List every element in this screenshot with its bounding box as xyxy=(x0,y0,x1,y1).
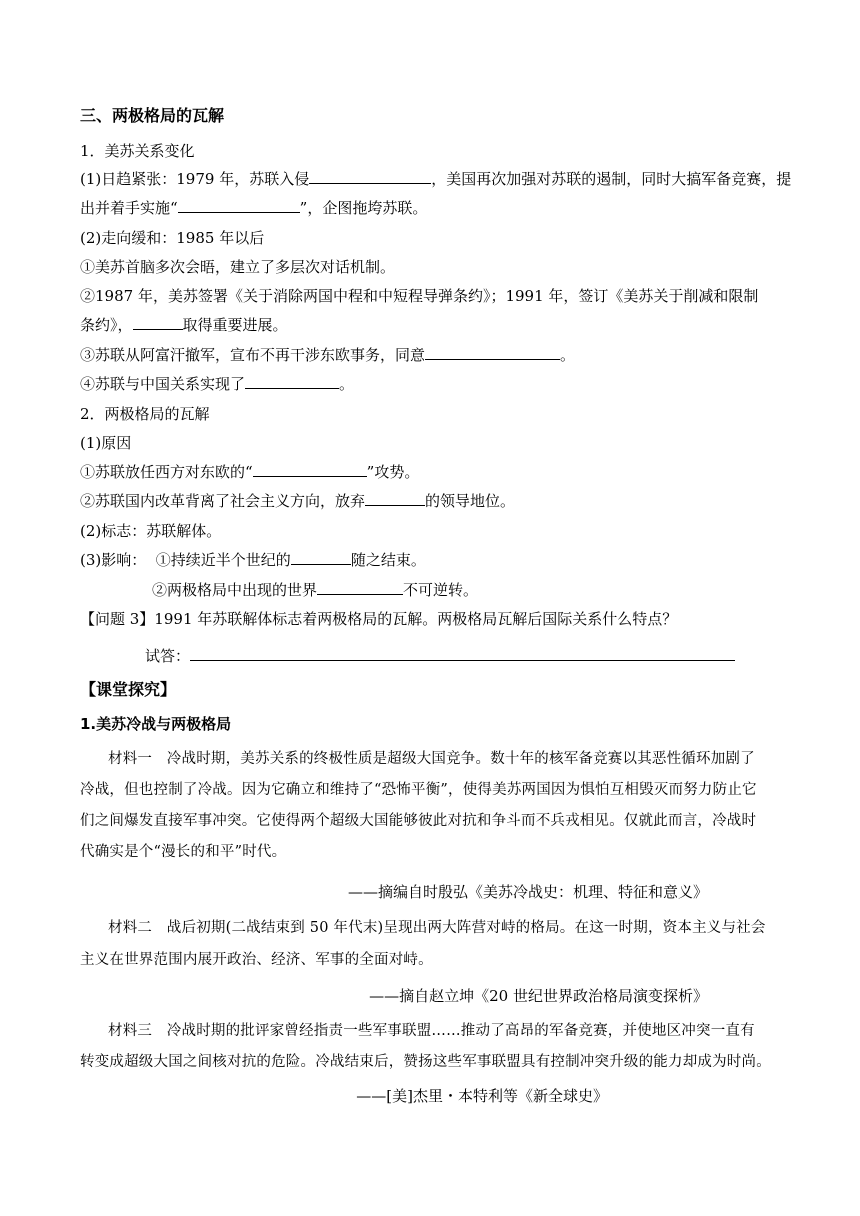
paragraph-2-1: (1)原因 xyxy=(80,434,132,452)
material-1-line-4: 代确实是个“漫长的和平”时代。 xyxy=(80,844,287,860)
subsection-heading-2: 2．两极格局的瓦解 xyxy=(80,405,210,423)
paragraph-1-2d: ④苏联与中国关系实现了 。 xyxy=(80,375,355,393)
material-1-source: ——摘编自时殷弘《美苏冷战史：机理、特征和意义》 xyxy=(347,883,708,901)
fill-blank[interactable] xyxy=(133,315,183,330)
answer-row: 试答： xyxy=(145,646,790,666)
fill-blank[interactable] xyxy=(291,550,351,565)
paragraph-1-1: (1)日趋紧张：1979 年，苏联入侵 ，美国再次加强对苏联的遏制，同时大搞军备竞赛，提 xyxy=(80,170,792,188)
material-3-source: ——[美]杰里・本特利等《新全球史》 xyxy=(356,1087,608,1105)
paragraph-2-1b: ②苏联国内改革背离了社会主义方向，放弃 的领导地位。 xyxy=(80,492,516,510)
paragraph-1-2: (2)走向缓和：1985 年以后 xyxy=(80,229,265,247)
paragraph-2-3b: ②两极格局中出现的世界 不可逆转。 xyxy=(152,581,479,599)
material-2-line-2: 主义在世界范围内展开政治、经济、军事的全面对峙。 xyxy=(80,952,433,968)
fill-blank[interactable] xyxy=(365,491,425,506)
material-2-line-1: 材料二 战后初期(二战结束到 50 年代末)呈现出两大阵营对峙的格局。在这一时期，资本主义与社会 xyxy=(108,920,766,936)
material-2-source: ——摘自赵立坤《20 世纪世界政治格局演变探析》 xyxy=(369,987,708,1005)
paragraph-1-2c: ③苏联从阿富汗撤军，宣布不再干涉东欧事务，同意 。 xyxy=(80,346,576,364)
answer-line[interactable] xyxy=(190,646,735,661)
material-3-line-1: 材料三 冷战时期的批评家曾经指责一些军事联盟……推动了高昂的军备竞赛，并使地区冲突一直有 xyxy=(108,1023,755,1039)
paragraph-2-3: (3)影响： ①持续近半个世纪的 随之结束。 xyxy=(80,551,426,569)
material-1-line-1: 材料一 冷战时期，美苏关系的终极性质是超级大国竞争。数十年的核军备竞赛以其恶性循环加剧了 xyxy=(108,751,755,767)
material-1-line-3: 们之间爆发直接军事冲突。它使得两个超级大国能够彼此对抗和争斗而不兵戎相见。仅就此而言，冷战时 xyxy=(80,813,757,829)
fill-blank[interactable] xyxy=(309,169,431,184)
material-1-line-2: 冷战，但也控制了冷战。因为它确立和维持了“恐怖平衡”，使得美苏两国因为惧怕互相毁灭而努力防止它 xyxy=(80,782,757,798)
explore-subtitle: 1.美苏冷战与两极格局 xyxy=(80,715,232,733)
fill-blank[interactable] xyxy=(425,345,560,360)
paragraph-1-2b-cont: 条约》， 取得重要进展。 xyxy=(80,316,288,334)
paragraph-1-2a: ①美苏首脑多次会晤，建立了多层次对话机制。 xyxy=(80,258,396,276)
paragraph-2-2: (2)标志：苏联解体。 xyxy=(80,522,222,540)
subsection-heading-1: 1．美苏关系变化 xyxy=(80,142,195,160)
explore-title: 【课堂探究】 xyxy=(80,680,177,699)
paragraph-1-1-cont: 出并着手实施“ ”，企图拖垮苏联。 xyxy=(80,199,428,217)
section-title: 三、两极格局的瓦解 xyxy=(80,106,225,125)
material-3-line-2: 转变成超级大国之间核对抗的危险。冷战结束后，赞扬这些军事联盟具有控制冲突升级的能力却成为时尚。 xyxy=(80,1054,771,1070)
fill-blank[interactable] xyxy=(245,374,339,389)
paragraph-2-1a: ①苏联放任西方对东欧的“ ”攻势。 xyxy=(80,463,420,481)
fill-blank[interactable] xyxy=(178,198,300,213)
question-3: 【问题 3】1991 年苏联解体标志着两极格局的瓦解。两极格局瓦解后国际关系什么特点？ xyxy=(80,610,678,628)
fill-blank[interactable] xyxy=(317,580,403,595)
paragraph-1-2b: ②1987 年，美苏签署《关于消除两国中程和中短程导弹条约》；1991 年，签订《美苏关于削减和限制 xyxy=(80,287,759,305)
fill-blank[interactable] xyxy=(253,462,367,477)
